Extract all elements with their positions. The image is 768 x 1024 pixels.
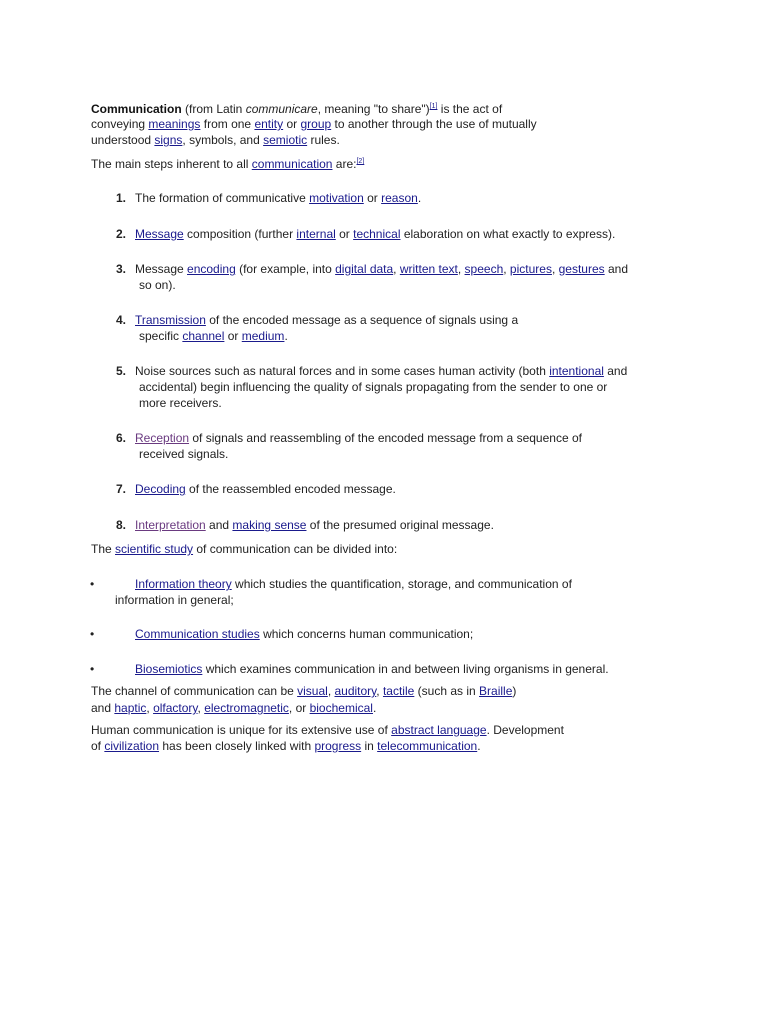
link-reception[interactable]: Reception [135,431,190,445]
link-olfactory[interactable]: olfactory [153,701,198,715]
link-braille[interactable]: Braille [479,684,513,698]
link-technical[interactable]: technical [353,227,401,241]
link-gestures[interactable]: gestures [558,262,605,276]
step-6-number: 6. [115,431,126,445]
link-medium[interactable]: medium [241,329,285,343]
latin-word: communicare [245,102,318,116]
bullet-1-line-2: information in general; [115,593,234,607]
step-4-line-1: Transmission of the encoded message as a sequence of signals using a [135,313,519,327]
link-progress[interactable]: progress [314,739,362,753]
intro-line-1: Communication (from Latin communicare, meaning "to share")[1] is the act of [91,102,503,116]
link-biochemical[interactable]: biochemical [309,701,373,715]
step-1-number: 1. [115,191,126,205]
link-communication[interactable]: communication [251,157,333,171]
study-line: The scientific study of communication can be divided into: [91,542,398,556]
link-interpretation[interactable]: Interpretation [135,518,206,532]
intro-line-3: understood signs, symbols, and semiotic rules. [91,133,340,147]
link-civilization[interactable]: civilization [104,739,160,753]
bullet-3-symbol: • [90,662,95,676]
step-3-line-1: Message encoding (for example, into digital data, written text, speech, pictures, gestures and [135,262,629,276]
link-electromagnetic[interactable]: electromagnetic [204,701,289,715]
step-7: Decoding of the reassembled encoded message. [135,482,396,496]
bullet-1-symbol: • [90,577,95,591]
link-digital-data[interactable]: digital data [335,262,394,276]
link-speech[interactable]: speech [464,262,504,276]
human-line-2: of civilization has been closely linked with progress in telecommunication. [91,739,481,753]
link-haptic[interactable]: haptic [114,701,147,715]
step-5-number: 5. [115,364,126,378]
step-2-number: 2. [115,227,126,241]
link-communication-studies[interactable]: Communication studies [135,627,260,641]
link-channel[interactable]: channel [182,329,225,343]
step-4-number: 4. [115,313,126,327]
step-8-number: 8. [115,518,126,532]
link-auditory[interactable]: auditory [334,684,377,698]
step-3-number: 3. [115,262,126,276]
bullet-3: Biosemiotics which examines communication in and between living organisms in general. [135,662,609,676]
link-signs[interactable]: signs [154,133,183,147]
channel-line-2: and haptic, olfactory, electromagnetic, or biochemical. [91,701,377,715]
link-visual[interactable]: visual [297,684,328,698]
link-tactile[interactable]: tactile [382,684,415,698]
step-5-line-2: accidental) begin influencing the quality of signals propagating from the sender to one or [139,380,608,394]
link-intentional[interactable]: intentional [549,364,604,378]
link-semiotic[interactable]: semiotic [263,133,308,147]
citation-1-link[interactable]: [1] [429,103,438,110]
step-1: The formation of communicative motivation or reason. [135,191,422,205]
step-5-line-3: more receivers. [139,396,222,410]
link-transmission[interactable]: Transmission [135,313,206,327]
intro-line-2: conveying meanings from one entity or group to another through the use of mutually [91,117,537,131]
link-pictures[interactable]: pictures [509,262,552,276]
link-biosemiotics[interactable]: Biosemiotics [135,662,203,676]
step-2: Message composition (further internal or technical elaboration on what exactly to express). [135,227,616,241]
human-line-1: Human communication is unique for its extensive use of abstract language. Development [91,723,564,737]
link-internal[interactable]: internal [296,227,336,241]
channel-line-1: The channel of communication can be visual, auditory, tactile (such as in Braille) [91,684,517,698]
link-decoding[interactable]: Decoding [135,482,186,496]
link-meanings[interactable]: meanings [148,117,201,131]
link-making-sense[interactable]: making sense [232,518,307,532]
citation-2-link[interactable]: [2] [356,158,365,165]
bullet-2: Communication studies which concerns human communication; [135,627,474,641]
step-7-number: 7. [115,482,126,496]
link-written-text[interactable]: written text [399,262,458,276]
main-steps-line: The main steps inherent to all communication are:[2] [91,157,365,171]
bullet-1-line-1: Information theory which studies the quantification, storage, and communication of [135,577,572,591]
link-group[interactable]: group [300,117,332,131]
step-5-line-1: Noise sources such as natural forces and in some cases human activity (both intentional and [135,364,628,378]
link-scientific-study[interactable]: scientific study [115,542,194,556]
link-motivation[interactable]: motivation [309,191,364,205]
step-6-line-1: Reception of signals and reassembling of the encoded message from a sequence of [135,431,582,445]
bullet-2-symbol: • [90,627,95,641]
link-telecommunication[interactable]: telecommunication [377,739,478,753]
link-information-theory[interactable]: Information theory [135,577,232,591]
link-reason[interactable]: reason [381,191,418,205]
step-4-line-2: specific channel or medium. [139,329,288,343]
link-message[interactable]: Message [135,227,184,241]
link-entity[interactable]: entity [254,117,284,131]
step-3-line-2: so on). [139,278,176,292]
term-communication: Communication [91,102,182,116]
step-8: Interpretation and making sense of the presumed original message. [135,518,494,532]
link-encoding[interactable]: encoding [187,262,236,276]
step-6-line-2: received signals. [139,447,229,461]
link-abstract-language[interactable]: abstract language [391,723,487,737]
